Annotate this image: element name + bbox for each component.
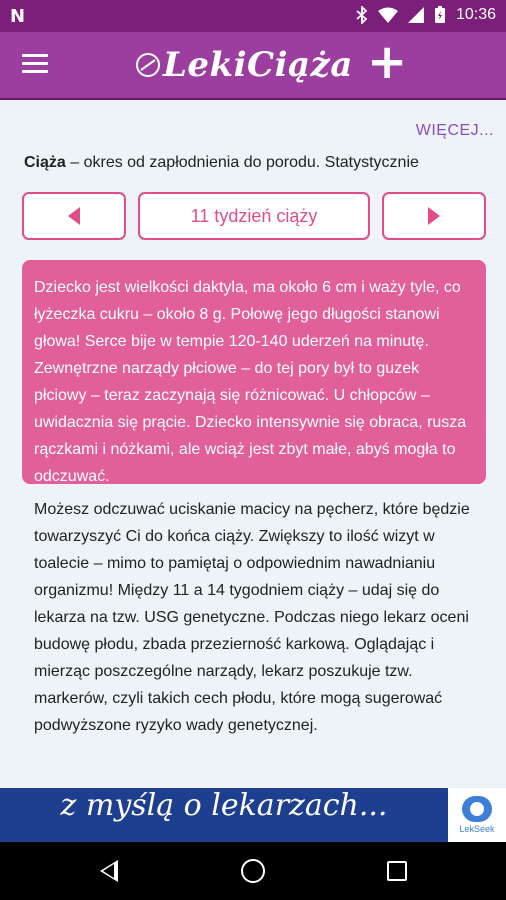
next-week-button[interactable] xyxy=(382,192,486,240)
intro-rest: – okres od zapłodnienia do porodu. Statystycznie xyxy=(65,154,419,171)
current-week-button[interactable]: 11 tydzień ciąży xyxy=(138,192,370,240)
app-bar xyxy=(0,32,506,100)
back-triangle-inner xyxy=(103,864,114,878)
triangle-left-icon xyxy=(68,207,80,225)
bluetooth-icon xyxy=(356,6,368,24)
ad-banner-text: z myślą o lekarzach... xyxy=(60,788,388,823)
lekseek-logo xyxy=(448,788,506,842)
pill-logo-icon xyxy=(135,52,161,78)
clock-time: 10:36 xyxy=(455,6,496,23)
main-content xyxy=(0,100,506,788)
previous-week-button[interactable] xyxy=(22,192,126,240)
recents-square-icon[interactable] xyxy=(387,861,407,881)
lekseek-brand: LekSeek xyxy=(459,824,495,834)
more-link[interactable]: WIĘCEJ... xyxy=(415,122,494,139)
mother-info-text: Możesz odczuwać uciskanie macicy na pęcherz, które będzie towarzyszyć Ci do końca ciąży. Zwiększy to ilość wizyt w toalecie – mimo to pamiętaj o odpowiednim nawadnianiu organizmu! Między 11 a 14 tygodniem ciąży – udaj się do lekarza na tzw. USG genetyczne. Podczas niego lekarz oceni budowę płodu, zbada przezierność karkową. Oglądając i mierząc poszczególne narządy, lekarz poszukuje tzw. markerów, czyli takich cech płodu, które mogą sugerować podwyższone ryzyko wady genetycznej. xyxy=(34,501,470,734)
hamburger-menu-icon[interactable] xyxy=(22,54,48,74)
intro-bold: Ciąża xyxy=(24,154,66,171)
home-circle-icon[interactable] xyxy=(241,859,265,883)
logo-text: LekiCiąża xyxy=(163,45,353,85)
triangle-right-icon xyxy=(428,207,440,225)
wifi-icon xyxy=(378,7,398,23)
lekseek-icon xyxy=(462,796,492,822)
ad-banner[interactable] xyxy=(0,788,506,842)
baby-info-text: Dziecko jest wielkości daktyla, ma około 6 cm i waży tyle, co łyżeczka cukru – około 8 g. Połowę jego długości stanowi głowa! Serce bije w tempie 120-140 uderzeń na minutę. Zewnętrzne narządy płciowe – do tej pory był to guzek płciowy – teraz zaczynają się różnicować. U chłopców – uwidacznia się prącie. Dziecko intensywnie się obraca, rusza rączkami i nóżkami, ale wciąż jest zbyt małe, abyś mogła to odczuwać. xyxy=(34,279,467,485)
intro-text xyxy=(24,154,494,172)
n-notification-icon: N xyxy=(10,6,26,27)
battery-icon xyxy=(434,6,446,24)
system-nav-bar xyxy=(0,842,506,900)
status-bar xyxy=(0,0,506,32)
week-navigation xyxy=(22,192,485,240)
status-icons xyxy=(356,6,496,24)
baby-info-box xyxy=(22,260,486,484)
app-logo xyxy=(135,34,408,90)
logo-plus: + xyxy=(367,34,408,90)
signal-icon xyxy=(408,7,424,23)
